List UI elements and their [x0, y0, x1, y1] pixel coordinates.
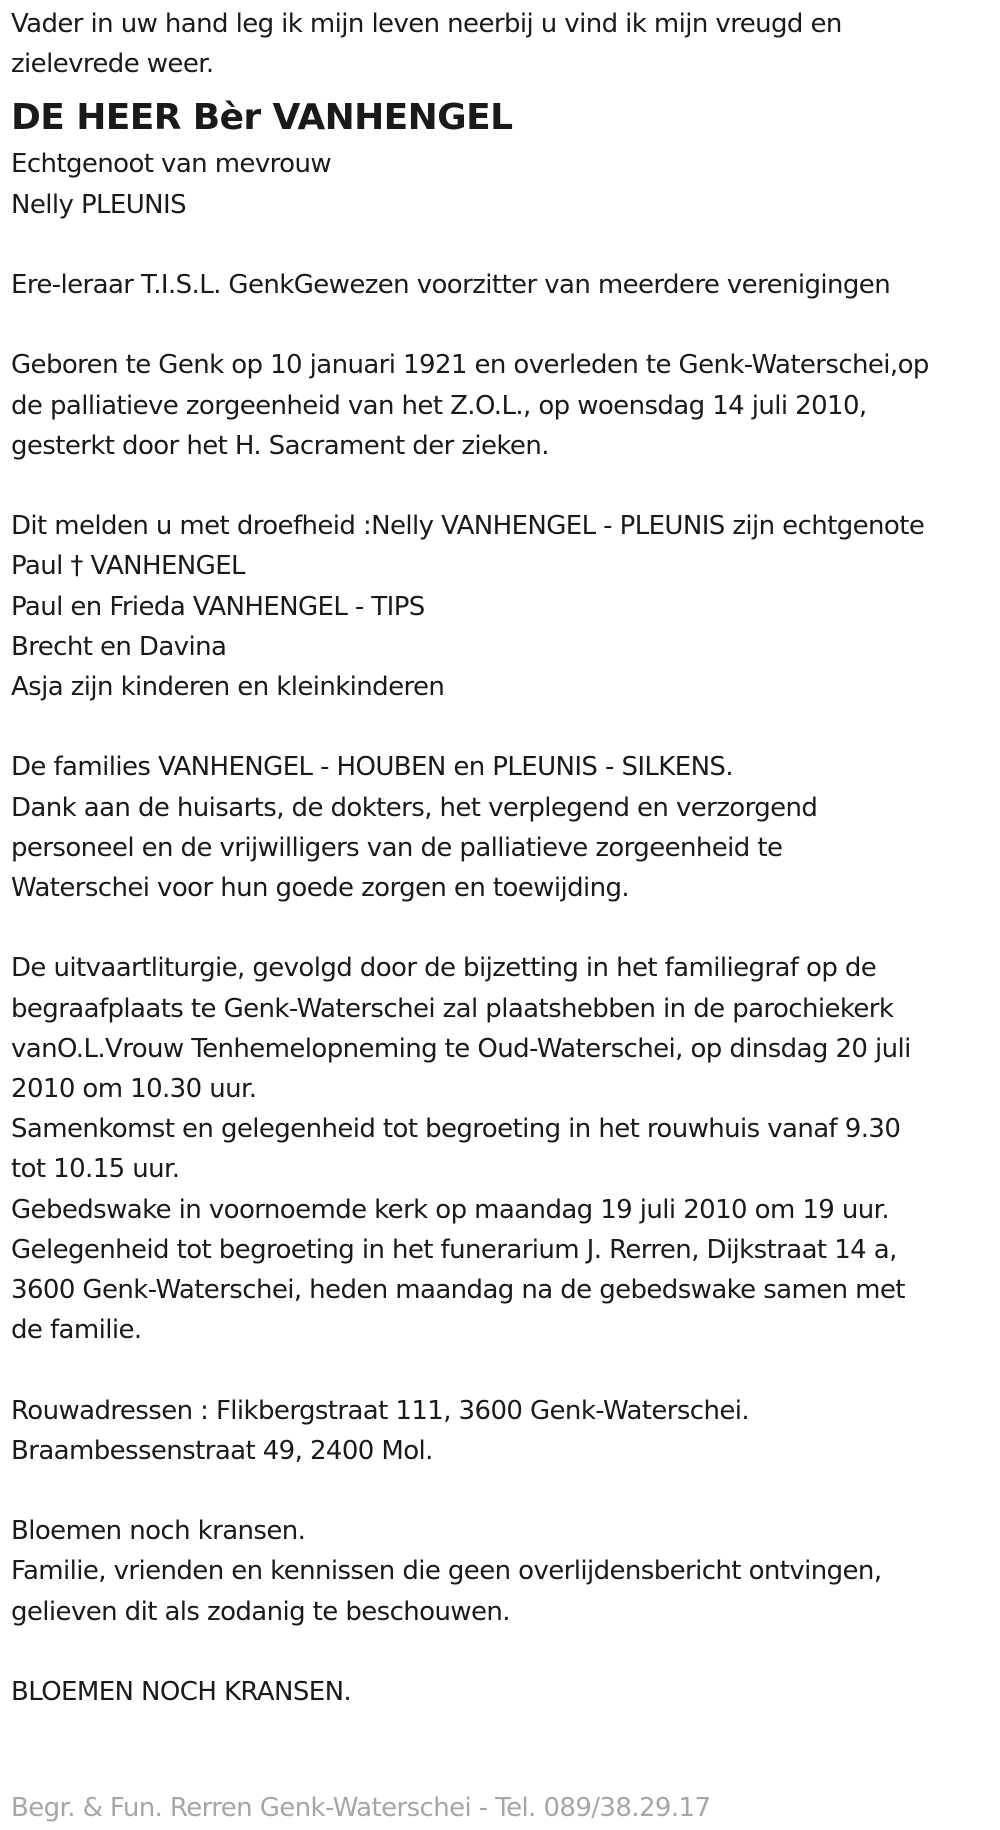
- announcer-line: Paul en Frieda VANHENGEL - TIPS: [11, 591, 425, 622]
- spacer: [11, 908, 1000, 948]
- funeral-home-footer: Begr. & Fun. Rerren Genk-Waterschei - Tel. 089/38.29.17: [11, 1793, 711, 1823]
- quote-line: zielevrede weer.: [11, 49, 214, 80]
- spacer: [11, 225, 1000, 265]
- funeral-line: Gebedswake in voornoemde kerk op maandag 19 juli 2010 om 19 uur.: [11, 1194, 890, 1225]
- spacer: [11, 1350, 1000, 1390]
- spacer: [11, 707, 1000, 747]
- spacer: [11, 1632, 1000, 1672]
- funeral-line: De uitvaartliturgie, gevolgd door de bijzetting in het familiegraf op de: [11, 953, 877, 984]
- addresses-section: [11, 1391, 1000, 1471]
- funeral-line: 3600 Genk-Waterschei, heden maandag na de gebedswake samen met: [11, 1275, 905, 1306]
- funeral-line: vanO.L.Vrouw Tenhemelopneming te Oud-Waterschei, op dinsdag 20 juli: [11, 1033, 911, 1064]
- titles-line: Ere-leraar T.I.S.L. GenkGewezen voorzitter van meerdere verenigingen: [11, 270, 891, 300]
- birth-death-line: Geboren te Genk op 10 januari 1921 en overleden te Genk-Waterschei,op: [11, 350, 929, 381]
- funeral-line: begraafplaats te Genk-Waterschei zal plaatshebben in de parochiekerk: [11, 993, 894, 1024]
- spouse-line: Echtgenoot van mevrouw: [11, 149, 331, 180]
- birth-death-line: de palliatieve zorgeenheid van het Z.O.L., op woensdag 14 juli 2010,: [11, 390, 867, 421]
- flowers-line: Bloemen noch kransen.: [11, 1516, 306, 1547]
- closing-line: BLOEMEN NOCH KRANSEN.: [11, 1677, 352, 1707]
- families-thanks-line: personeel en de vrijwilligers van de palliatieve zorgeenheid te: [11, 832, 783, 863]
- birth-death-line: gesterkt door het H. Sacrament der zieken.: [11, 430, 549, 461]
- funeral-section: [11, 948, 1000, 1350]
- families-thanks-section: [11, 747, 1000, 908]
- address-line: Braambessenstraat 49, 2400 Mol.: [11, 1435, 433, 1466]
- address-line: Rouwadressen : Flikbergstraat 111, 3600 Genk-Waterschei.: [11, 1395, 750, 1426]
- announcer-line: Brecht en Davina: [11, 631, 227, 662]
- quote-section: [11, 4, 1000, 84]
- flowers-section: [11, 1511, 1000, 1632]
- families-thanks-line: Dank aan de huisarts, de dokters, het verplegend en verzorgend: [11, 792, 818, 823]
- announcers-section: [11, 506, 1000, 707]
- families-thanks-line: Waterschei voor hun goede zorgen en toewijding.: [11, 873, 630, 903]
- announcer-line: Asja zijn kinderen en kleinkinderen: [11, 672, 445, 702]
- spacer: [11, 305, 1000, 345]
- spouse-line: Nelly PLEUNIS: [11, 189, 186, 220]
- deceased-name: DE HEER Bèr VANHENGEL: [11, 97, 513, 139]
- funeral-line: tot 10.15 uur.: [11, 1154, 180, 1185]
- spouse-section: [11, 144, 1000, 224]
- flowers-line: Familie, vrienden en kennissen die geen overlijdensbericht ontvingen,: [11, 1556, 882, 1587]
- funeral-line: Samenkomst en gelegenheid tot begroeting in het rouwhuis vanaf 9.30: [11, 1114, 901, 1145]
- announcer-line: Paul † VANHENGEL: [11, 551, 245, 582]
- announcer-line: Dit melden u met droefheid :Nelly VANHENGEL - PLEUNIS zijn echtgenote: [11, 511, 925, 542]
- funeral-line: Gelegenheid tot begroeting in het funerarium J. Rerren, Dijkstraat 14 a,: [11, 1234, 897, 1265]
- birth-death-section: [11, 345, 1000, 466]
- flowers-line: gelieven dit als zodanig te beschouwen.: [11, 1596, 510, 1627]
- families-thanks-line: De families VANHENGEL - HOUBEN en PLEUNIS - SILKENS.: [11, 752, 734, 783]
- quote-line: Vader in uw hand leg ik mijn leven neerbij u vind ik mijn vreugd en: [11, 9, 842, 39]
- spacer: [11, 466, 1000, 506]
- funeral-line: 2010 om 10.30 uur.: [11, 1074, 257, 1104]
- funeral-line: de familie.: [11, 1315, 142, 1346]
- spacer: [11, 1471, 1000, 1511]
